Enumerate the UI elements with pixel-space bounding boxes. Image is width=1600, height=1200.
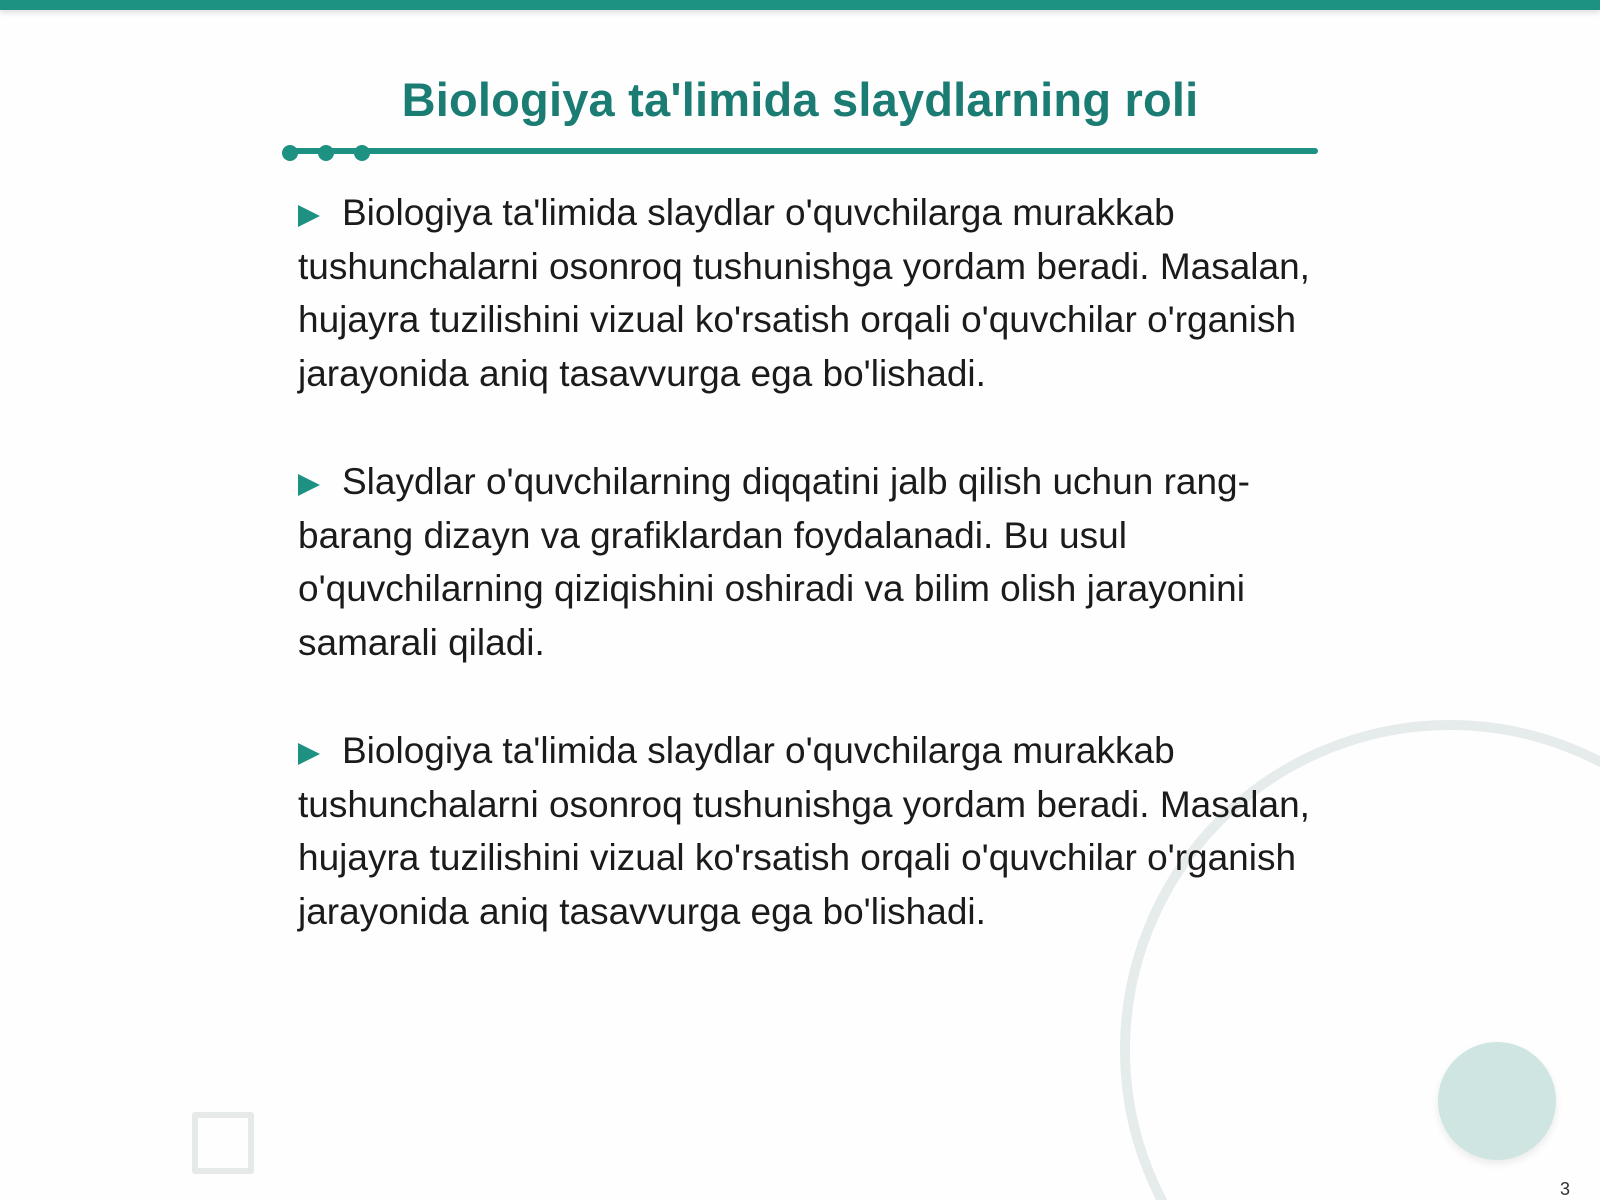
slide-title: Biologiya ta'limida slaydlarning roli [401,73,1199,126]
bullet-text: Biologiya ta'limida slaydlar o'quvchilarga murakkab tushunchalarni osonroq tushunishga yordam beradi. Masalan, hujayra tuzilishini vizual ko'rsatish orqali o'quvchilar o'rganish jarayonida aniq tasavvurga ega bo'lishadi. [298,730,1310,932]
filled-circle-icon [1438,1042,1556,1160]
triangle-right-icon [298,205,320,227]
bullet-item [298,455,1318,669]
square-outline-icon [192,1112,254,1174]
slide-number: 3 [1559,1179,1570,1199]
bullet-list [298,186,1318,993]
dot-icon [282,145,298,161]
top-accent-bar [0,0,1600,10]
triangle-right-icon [298,474,320,496]
title-underline [283,148,1318,154]
bullet-text: Slaydlar o'quvchilarning diqqatini jalb qilish uchun rang-barang dizayn va grafiklardan foydalanadi. Bu usul o'quvchilarning qiziqishini oshiradi va bilim olish jarayonini samarali qiladi. [298,461,1250,663]
bullet-text: Biologiya ta'limida slaydlar o'quvchilarga murakkab tushunchalarni osonroq tushunishga yordam beradi. Masalan, hujayra tuzilishini vizual ko'rsatish orqali o'quvchilar o'rganish jarayonida aniq tasavvurga ega bo'lishadi. [298,192,1310,394]
dot-icon [354,145,370,161]
dot-icon [318,145,334,161]
triangle-right-icon [298,743,320,765]
bullet-item [298,724,1318,938]
bullet-item [298,186,1318,400]
